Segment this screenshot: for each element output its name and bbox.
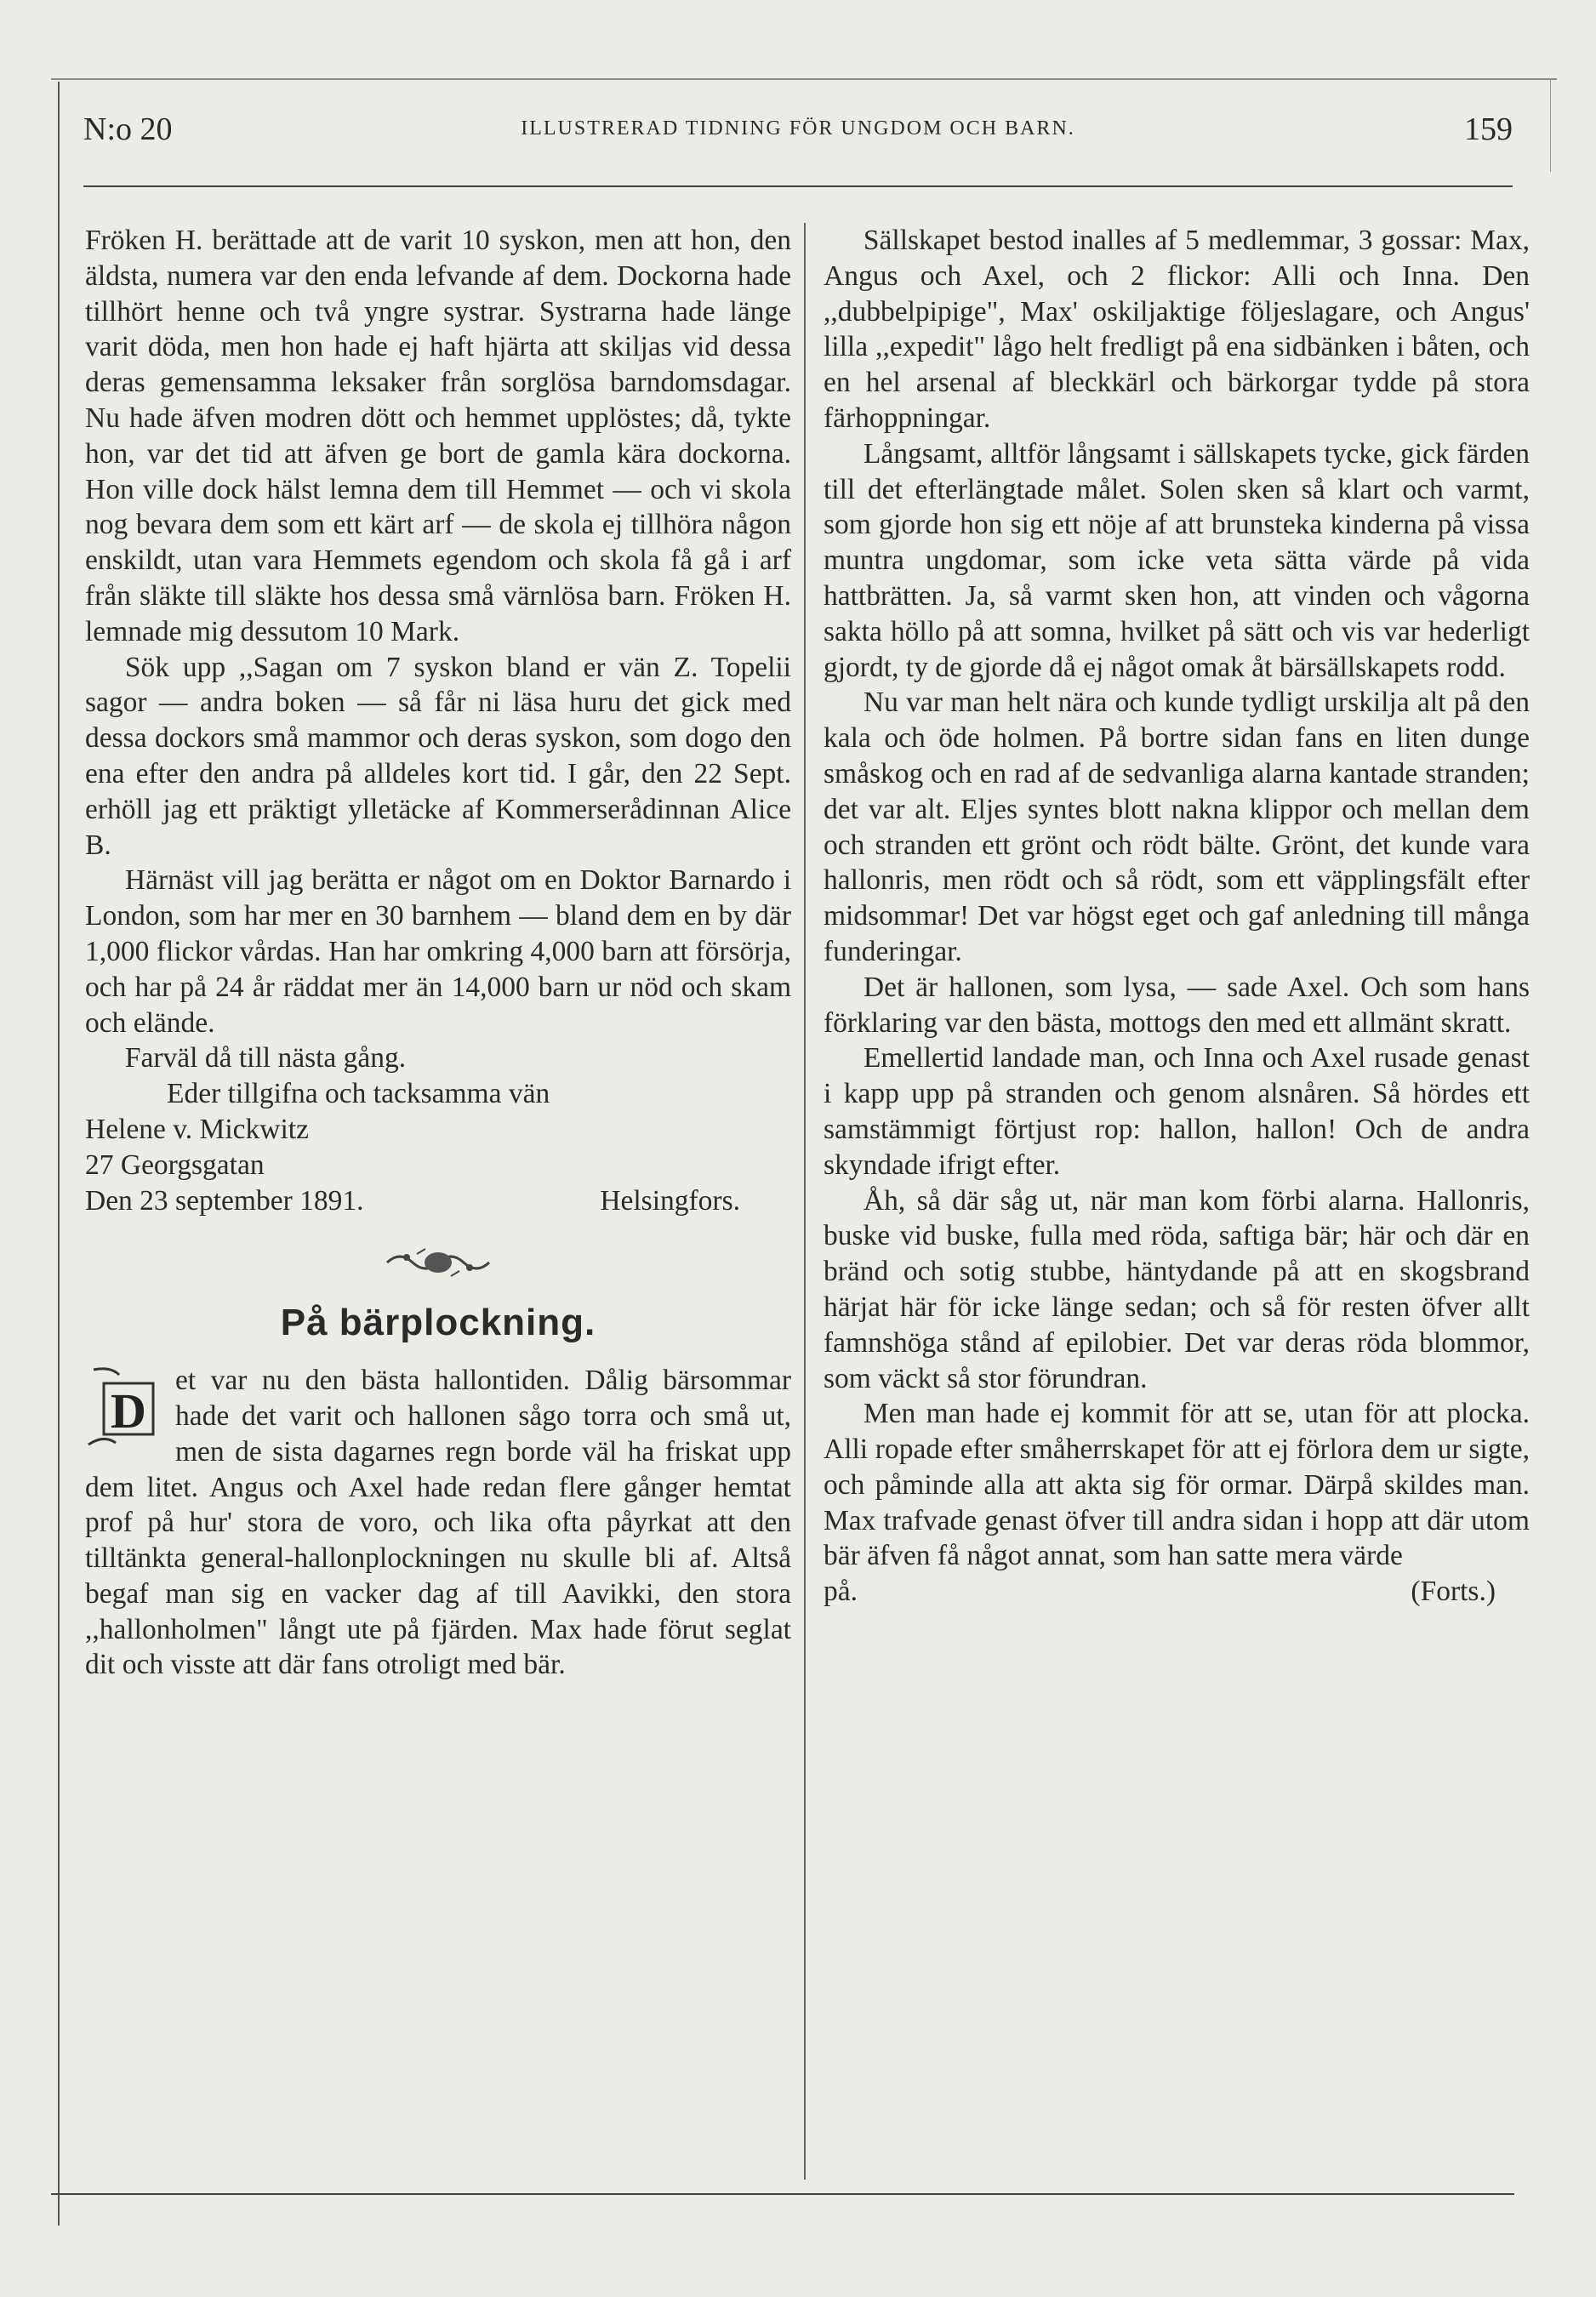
letter-paragraph: Fröken H. berättade att de varit 10 syskon, men att hon, den äldsta, numera var den enda lefvande af dem. Dockorna hade tillhört henne och två yngre systrar. Systrarna hade länge varit döda, men hon hade ej haft hjärta att skiljas vid dessa deras gemensamma leksaker från sorglösa barndomsdagar. Nu hade äfven modren dött och hemmet upplöstes; då, tykte hon, var det tid att äfven ge bort de gamla kära dockorna. Hon ville dock hälst lemna dem till Hemmet — och vi skola nog bevara dem som ett kärt arf — de skola ej tillhöra någon enskildt, utan vara Hemmets egendom och skola få gå i arf från släkte till släkte hos dessa små värnlösa barn. Fröken H. lemnade mig dessutom 10 Mark. <box>85 225 791 647</box>
story-paragraph: Åh, så där såg ut, när man kom förbi alarna. Hallonris, buske vid buske, fulla med röda, saftiga bär; här och där en bränd och sotig stubbe, häntydande på att en skogsbrand härjat här för icke länge sedan; och så för resten öfver allt famnshöga stånd af epilobier. Det var deras röda blommor, som väckt så stor förundran. <box>824 1184 1530 1394</box>
story-title: På bärplockning. <box>280 1302 596 1344</box>
page-border-top <box>51 78 1557 80</box>
page-header <box>83 102 1513 162</box>
page-number: 159 <box>1464 111 1513 147</box>
story-paragraph: et var nu den bästa hallontiden. Dålig bärsommar hade det varit och hallonen sågo torra och små ut, men de sista dagarnes regn borde väl ha friskat upp dem litet. Angus och Axel hade redan flere gånger hemtat prof på hur' stora de voro, och lika ofta påyrkat att den tilltänkta general-hallonplockningen nu skulle bli af. Altså begaf man sig en vacker dag af till Aavikki, den stora ,,hallonholmen" långt ute på fjärden. Max hade förut seglat dit och visste att där fans otroligt med bär. <box>85 1365 791 1681</box>
story-paragraph: Det är hallonen, som lysa, — sade Axel. Och som hans förklaring var den bästa, mottogs den med ett allmänt skratt. <box>824 971 1530 1039</box>
letter-paragraph: Härnäst vill jag berätta er något om en Doktor Barnardo i London, som har mer en 30 barnhem — bland dem en by där 1,000 flickor vårdas. Han har omkring 4,000 barn att försörja, och har på 24 år räddat mer än 14,000 barn ur nöd och skam och elände. <box>85 864 791 1039</box>
story-paragraph: Men man hade ej kommit för att se, utan för att plocka. Alli ropade efter småherrskapet för att ej förlora dem ur sigte, och påminde alla att akta sig för ormar. Därpå skildes man. Max trafvade genast öfver till andra sidan i hopp att där utom bär äfven få något annat, som han satte mera värde <box>824 1398 1530 1572</box>
dropcap-letter: D <box>111 1383 146 1439</box>
story-paragraph: Nu var man helt nära och kunde tydligt urskilja alt på den kala och öde holmen. På bortre sidan fans en liten dunge småskog och en rad af de sedvanliga alarna kantade stranden; det var alt. Eljes syntes blott nakna klippor och mellan dem och stranden ett grönt och rödt bälte. Grönt, det kunde vara hallonris, men rödt och så rödt, som ett väpplingsfält efter midsommar! Det var högst eget och gaf anledning till många funderingar. <box>824 687 1530 967</box>
story-body <box>85 1363 791 1683</box>
publication-title: ILLUSTRERAD TIDNING FÖR UNGDOM OCH BARN. <box>521 117 1075 140</box>
continued-line <box>824 1574 1530 1610</box>
signature-date: Den 23 september 1891. <box>85 1184 364 1217</box>
ornament-divider-icon <box>85 1242 791 1283</box>
signature-address: 27 Georgsgatan <box>85 1148 265 1181</box>
dropcap-d-icon <box>85 1366 167 1448</box>
story-paragraph: Emellertid landade man, och Inna och Axel rusade genast i kapp upp på stranden och genom alsnåren. Så hördes ett samstämmigt förtjust rop: hallon, hallon! Och de andra skyndade ifrigt efter. <box>824 1042 1530 1181</box>
signature-dateline <box>85 1183 791 1219</box>
letter-paragraph: Sök upp ,,Sagan om 7 syskon bland er vän Z. Topelii sagor — andra boken — så får ni läsa huru det gick med dessa dockors små mammor och deras syskon, som dogo den ena efter den andra på alldeles kort tid. I går, den 22 Sept. erhöll jag ett präktigt ylletäcke af Kommerserådinnan Alice B. <box>85 651 791 861</box>
letter-closing: Eder tillgifna och tacksamma vän <box>167 1078 550 1110</box>
right-column <box>824 223 1530 1610</box>
last-word: på. <box>824 1576 858 1608</box>
bottom-rule <box>51 2193 1514 2195</box>
left-column <box>85 223 791 1683</box>
signature-name: Helene v. Mickwitz <box>85 1113 309 1145</box>
continued-note: (Forts.) <box>1411 1576 1496 1608</box>
letter-farewell: Farväl då till nästa gång. <box>124 1042 407 1074</box>
column-divider <box>804 223 806 2180</box>
page-border-right <box>1550 78 1551 172</box>
story-paragraph: Sällskapet bestod inalles af 5 medlemmar, 3 gossar: Max, Angus och Axel, och 2 flickor: Alli och Inna. Den ,,dubbelpipige", Max' oskiljaktige följeslagare, och Angus' lilla ,,expedit" lågo helt fredligt på ena sidbänken i båten, och en hel arsenal af bleckkärl och bärkorgar tydde på stora färhoppningar. <box>824 225 1530 434</box>
header-rule <box>83 185 1513 187</box>
issue-number: N:o 20 <box>83 111 173 147</box>
signature-city: Helsingfors. <box>600 1184 740 1217</box>
page-border-left <box>58 82 60 2226</box>
story-paragraph: Långsamt, alltför långsamt i sällskapets tycke, gick färden till det efterlängtade målet. Solen sken så klart och varmt, som gjorde hon sig ett nöje af att brunsteka kinderna på vissa muntra ungdomar, som icke veta sätta värde på vida hattbrätten. Ja, så varmt sken hon, att vinden och vågorna sakta höllo på att somna, hvilket på sätt och vis var hederligt gjordt, ty de gjorde då ej något omak åt bärsällskapets rodd. <box>824 437 1530 683</box>
